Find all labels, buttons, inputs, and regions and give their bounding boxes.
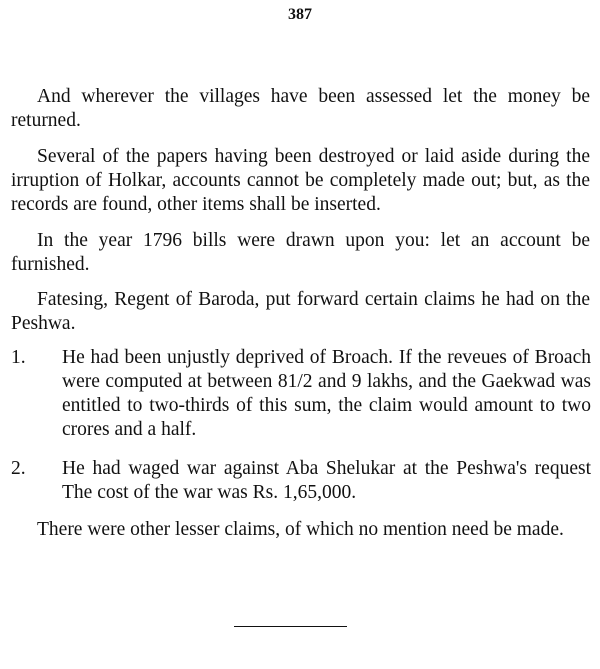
paragraph-bills-1796: In the year 1796 bills were drawn upon you: let an account be furnished.	[11, 230, 590, 275]
claim-text: He had been unjustly deprived of Broach. If the reveues of Broach were computed at between 81/2 and 9 lakhs, and the Gaekwad was entitled to two-thirds of this sum, the claim would amount to two crores and a half.	[62, 347, 591, 440]
paragraph-lesser-claims: There were other lesser claims, of which no mention need be made.	[37, 519, 564, 540]
claim-number: 1.	[11, 347, 26, 368]
claim-item	[11, 346, 591, 442]
claim-number: 2.	[11, 458, 26, 479]
page-number: 387	[288, 6, 312, 23]
section-end-rule	[234, 626, 347, 627]
paragraph-papers-destroyed: Several of the papers having been destroyed or laid aside during the irruption of Holkar, accounts cannot be completely made out; but, as the records are found, other items shall be inserted.	[11, 146, 590, 215]
paragraph-villages-refund: And wherever the villages have been assessed let the money be returned.	[11, 86, 590, 131]
claim-text: He had waged war against Aba Shelukar at the Peshwa's request The cost of the war was Rs. 1,65,000.	[62, 458, 591, 503]
paragraph-fatesing-claims: Fatesing, Regent of Baroda, put forward certain claims he had on the Peshwa.	[11, 289, 590, 334]
claim-item	[11, 457, 591, 505]
